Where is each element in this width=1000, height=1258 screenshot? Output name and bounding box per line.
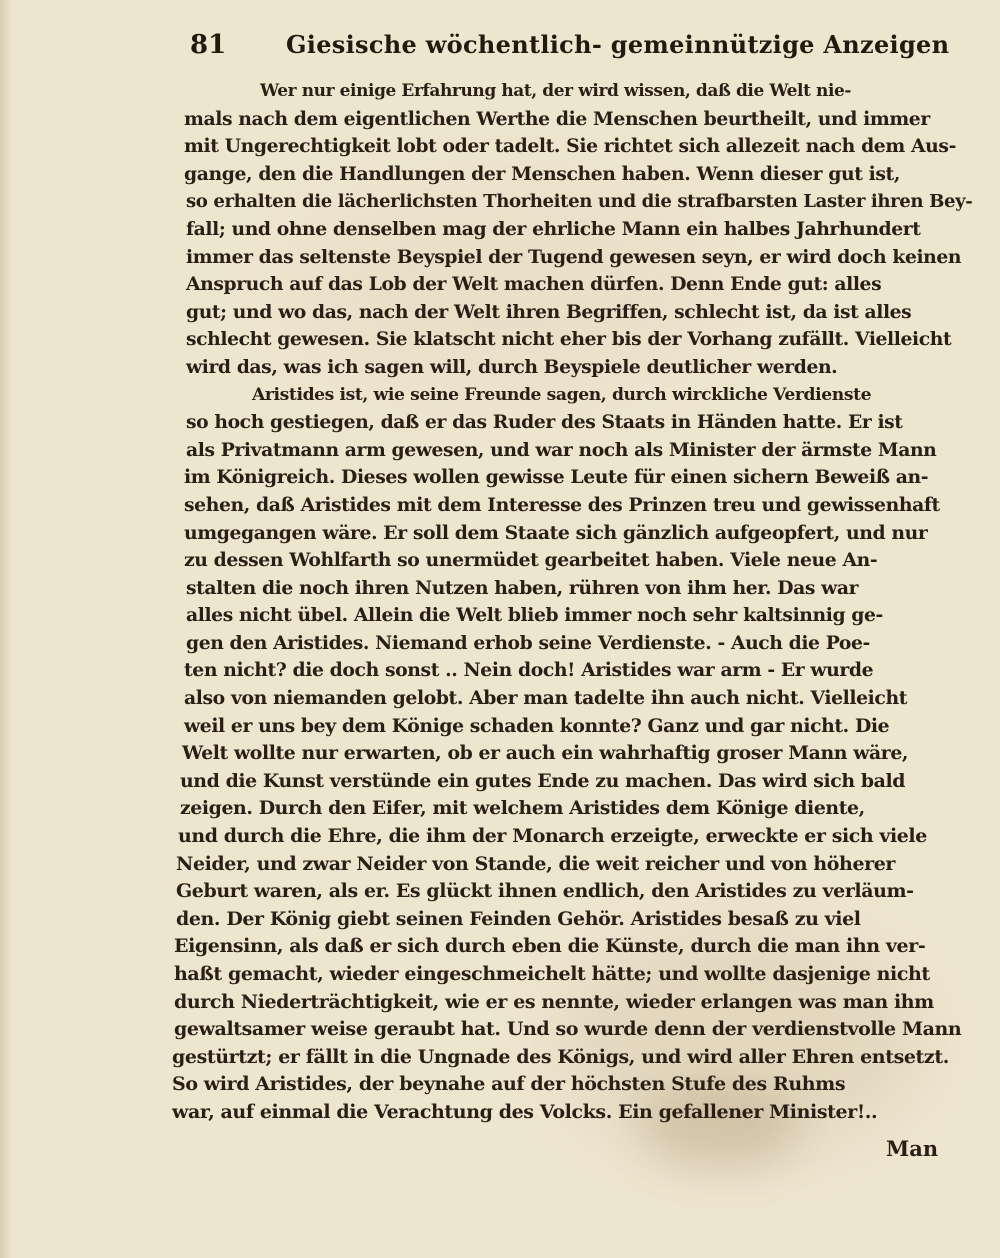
text-line: wird das, was ich sagen will, durch Beyspiele deutlicher werden. (186, 355, 838, 378)
text-line: weil er uns bey dem Könige schaden konnte? Ganz und gar nicht. Die (184, 714, 890, 737)
text-line: Welt wollte nur erwarten, ob er auch ein wahrhaftig groser Mann wäre, (182, 742, 909, 765)
text-line: zeigen. Durch den Eifer, mit welchem Aristides dem Könige diente, (180, 797, 865, 820)
page-edge-shadow (0, 0, 12, 1258)
text-line: fall; und ohne denselben mag der ehrliche Mann ein halbes Jahrhundert (186, 217, 921, 240)
text-line: schlecht gewesen. Sie klatscht nicht eher bis der Vorhang zufällt. Vielleicht (186, 328, 952, 351)
body-text (172, 78, 972, 1127)
text-line: ten nicht? die doch sonst .. Nein doch! Aristides war arm - Er wurde (184, 659, 874, 682)
text-line: im Königreich. Dieses wollen gewisse Leute für einen sichern Beweiß an- (184, 466, 929, 489)
text-line: haßt gemacht, wieder eingeschmeichelt hätte; und wollte dasjenige nicht (174, 963, 930, 985)
text-line: und durch die Ehre, die ihm der Monarch erzeigte, erweckte er sich viele (178, 825, 927, 848)
text-line: war, auf einmal die Verachtung des Volcks. Ein gefallener Minister!.. (172, 1100, 878, 1123)
text-line: So wird Aristides, der beynahe auf der höchsten Stufe des Ruhms (172, 1073, 846, 1096)
text-line: Neider, und zwar Neider von Stande, die weit reicher und von höherer (176, 852, 895, 875)
text-line: mit Ungerechtigkeit lobt oder tadelt. Sie richtet sich allezeit nach dem Aus- (184, 135, 956, 158)
text-line: den. Der König giebt seinen Feinden Gehör. Aristides besaß zu viel (176, 907, 861, 930)
text-line: immer das seltenste Beyspiel der Tugend gewesen seyn, er wird doch keinen (186, 245, 962, 268)
text-line: gut; und wo das, nach der Welt ihren Begriffen, schlecht ist, da ist alles (186, 300, 912, 323)
text-line: gewaltsamer weise geraubt hat. Und so wurde denn der verdienstvolle Mann (174, 1018, 962, 1041)
text-line: alles nicht übel. Allein die Welt blieb immer noch sehr kaltsinnig ge- (186, 604, 883, 627)
text-line: Anspruch auf das Lob der Welt machen dürfen. Denn Ende gut: alles (186, 273, 882, 296)
text-line: als Privatmann arm gewesen, und war noch als Minister der ärmste Mann (186, 438, 937, 461)
text-line: gange, den die Handlungen der Menschen haben. Wenn dieser gut ist, (184, 162, 900, 185)
text-line: durch Niederträchtigkeit, wie er es nennte, wieder erlangen was man ihm (174, 990, 934, 1013)
text-line: und die Kunst verstünde ein gutes Ende zu machen. Das wird sich bald (180, 769, 906, 792)
text-line: sehen, daß Aristides mit dem Interesse des Prinzen treu und gewissenhaft (184, 493, 940, 516)
text-line: Wer nur einige Erfahrung hat, der wird wissen, daß die Welt nie- (260, 81, 852, 101)
text-line: gen den Aristides. Niemand erhob seine Verdienste. - Auch die Poe- (186, 631, 870, 654)
text-line: Aristides ist, wie seine Freunde sagen, durch wirckliche Verdienste (252, 384, 872, 405)
text-line: also von niemanden gelobt. Aber man tadelte ihn auch nicht. Vielleicht (184, 687, 907, 710)
text-line: Eigensinn, als daß er sich durch eben die Künste, durch die man ihn ver- (174, 935, 926, 958)
text-line: so erhalten die lächerlichsten Thorheiten und die strafbarsten Laster ihren Bey- (186, 191, 973, 213)
text-line: so hoch gestiegen, daß er das Ruder des Staats in Händen hatte. Er ist (186, 411, 903, 434)
text-line: stalten die noch ihren Nutzen haben, rühren von ihm her. Das war (186, 576, 859, 599)
running-title: Giesische wöchentlich- gemeinnützige Anzeigen (286, 30, 950, 59)
text-line: mals nach dem eigentlichen Werthe die Menschen beurtheilt, und immer (184, 107, 930, 130)
text-line: zu dessen Wohlfarth so unermüdet gearbeitet haben. Viele neue An- (184, 549, 878, 572)
text-line: gestürtzt; er fällt in die Ungnade des Königs, und wird aller Ehren entsetzt. (172, 1045, 949, 1068)
text-line: Geburt waren, als er. Es glückt ihnen endlich, den Aristides zu verläum- (176, 880, 914, 903)
page-number: 81 (190, 30, 227, 60)
page-header (190, 26, 950, 66)
catchword: Man (886, 1136, 939, 1161)
text-line: umgegangen wäre. Er soll dem Staate sich gänzlich aufgeopfert, und nur (184, 521, 928, 544)
